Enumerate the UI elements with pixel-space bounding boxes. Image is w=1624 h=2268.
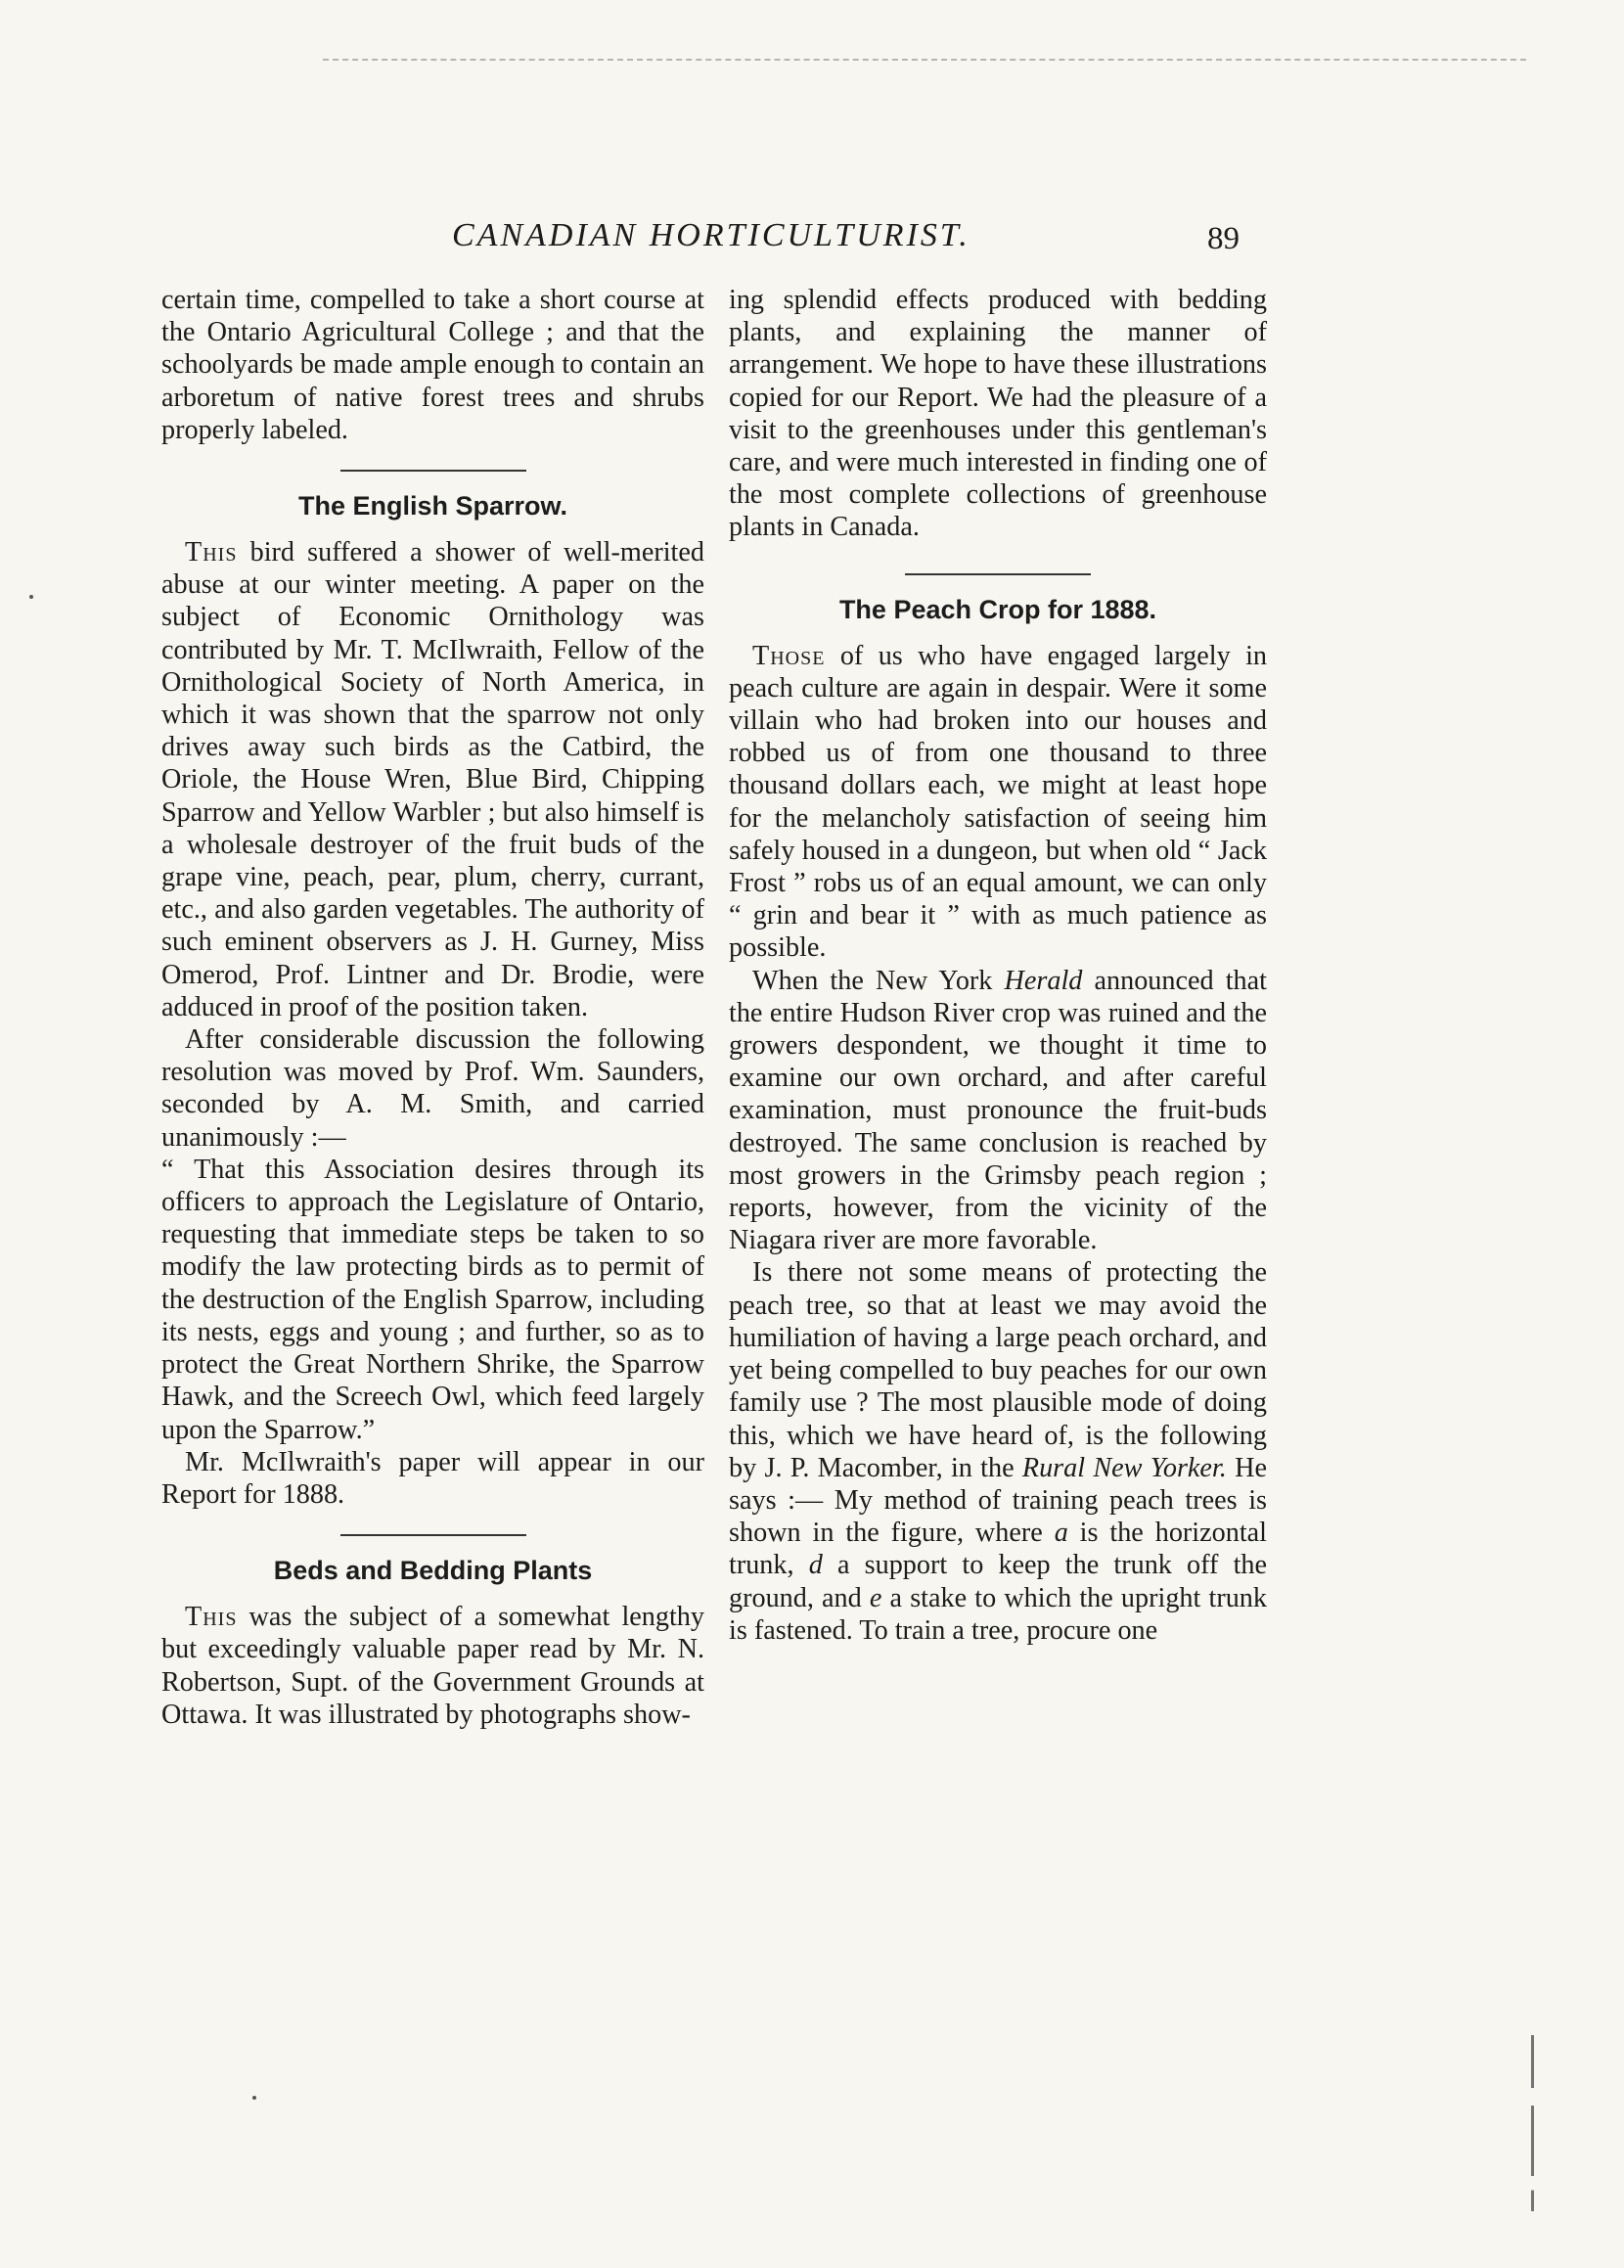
running-title: CANADIAN HORTICULTURIST.: [452, 217, 970, 253]
paragraph-text: is the horizontal trunk,: [729, 1518, 1267, 1581]
paragraph: [729, 1256, 1267, 1646]
left-column: [161, 284, 704, 1731]
lead-word: Those: [752, 640, 826, 671]
paragraph-text: a support to keep the trunk off the ground, and: [729, 1550, 1268, 1613]
paragraph: [729, 640, 1267, 965]
paragraph: After considerable discussion the following resolution was moved by Prof. Wm. Saunders, seconded by A. M. Smith, and carried unanimously :—: [161, 1024, 704, 1153]
scan-speck: [252, 2096, 256, 2100]
paragraph-text: He says :— My method of training peach trees is shown in the figure, where: [729, 1452, 1267, 1549]
section-divider: [340, 470, 526, 472]
resolution-quote: “ That this Association desires through its officers to approach the Legislature of Ontario, requesting that immediate steps be taken to so modify the law protecting birds as to permit of the destruction of the English Sparrow, including its nests, eggs and young ; and further, so as to protect the Great Northern Shrike, the Sparrow Hawk, and the Screech Owl, which feed largely upon the Sparrow.”: [161, 1154, 704, 1445]
paragraph-text: When the New York: [752, 965, 1005, 996]
right-column: [729, 284, 1267, 1647]
lead-word: This: [185, 537, 238, 568]
paragraph: [161, 1601, 704, 1731]
paragraph-text: a stake to which the upright trunk is fastened. To train a tree, procure one: [729, 1582, 1267, 1646]
lead-word: This: [185, 1602, 238, 1633]
figure-letter: a: [1054, 1518, 1068, 1549]
paragraph-text: was the subject of a somewhat lengthy but exceedingly valuable paper read by Mr. N. Robertson, Supt. of the Government Grounds at Ottawa. It was illustrated by photographs show-: [161, 1602, 704, 1730]
section-divider: [905, 573, 1091, 575]
paragraph: [729, 965, 1267, 1257]
page-number: 89: [1207, 221, 1240, 256]
paragraph-text: bird suffered a shower of well-merited abuse at our winter meeting. A paper on the subject of Economic Ornithology was contributed by Mr. T. McIlwraith, Fellow of the Ornithological Society of North America, in which it was shown that the sparrow not only drives away such birds as the Catbird, the Oriole, the House Wren, Blue Bird, Chipping Sparrow and Yellow Warbler ; but also himself is a wholesale destroyer of the fruit buds of the grape vine, peach, pear, plum, cherry, currant, etc., and also garden vegetables. The authority of such eminent observers as J. H. Gurney, Miss Omerod, Prof. Lintner and Dr. Brodie, were adduced in proof of the position taken.: [161, 537, 704, 1022]
continuation-paragraph: ing splendid effects produced with bedding plants, and explaining the manner of arrangement. We hope to have these illustrations copied for our Report. We had the pleasure of a visit to the greenhouses under this gentleman's care, and were much interested in finding one of the most complete collections of greenhouse plants in Canada.: [729, 285, 1267, 543]
paragraph: [161, 536, 704, 1023]
publication-name: Herald: [1004, 965, 1083, 996]
section-heading-bedding-plants: Beds and Bedding Plants: [273, 1556, 593, 1586]
paragraph: Mr. McIlwraith's paper will appear in our Report for 1888.: [161, 1446, 704, 1510]
figure-letter: d: [808, 1550, 823, 1581]
scan-speck: [29, 595, 33, 599]
scan-artifact-edge: [1531, 2035, 1534, 2211]
section-heading-english-sparrow: The English Sparrow.: [297, 491, 568, 522]
publication-name: Rural New Yorker.: [1021, 1452, 1227, 1483]
figure-letter: e: [869, 1582, 882, 1613]
scan-artifact-line: [323, 59, 1526, 61]
paragraph-text: of us who have engaged largely in peach culture are again in despair. Were it some villain who had broken into our houses and robbed us of from one thousand to three thousand dollars each, we might at least hope for the melancholy satisfaction of seeing him safely housed in a dungeon, but when old “ Jack Frost ” robs us of an equal amount, we can only “ grin and bear it ” with as much patience as possible.: [729, 640, 1267, 964]
section-divider: [340, 1534, 526, 1536]
continuation-paragraph: certain time, compelled to take a short course at the Ontario Agricultural College ; and that the schoolyards be made ample enough to contain an arboretum of native forest trees and shrubs properly labeled.: [161, 285, 704, 445]
paragraph-text: Is there not some means of protecting the peach tree, so that at least we may avoid the humiliation of having a large peach orchard, and yet being compelled to buy peaches for our own family use ? The most plausible mode of doing this, which we have heard of, is the following by J. P. Macomber, in the: [729, 1257, 1267, 1483]
section-heading-peach-crop: The Peach Crop for 1888.: [838, 594, 1157, 624]
paragraph-text: announced that the entire Hudson River crop was ruined and the growers despondent, we thought it time to examine our own orchard, and after careful examination, must pronounce the fruit-buds destroyed. The same conclusion is reached by most growers in the Grimsby peach region ; reports, however, from the vicinity of the Niagara river are more favorable.: [729, 965, 1267, 1256]
